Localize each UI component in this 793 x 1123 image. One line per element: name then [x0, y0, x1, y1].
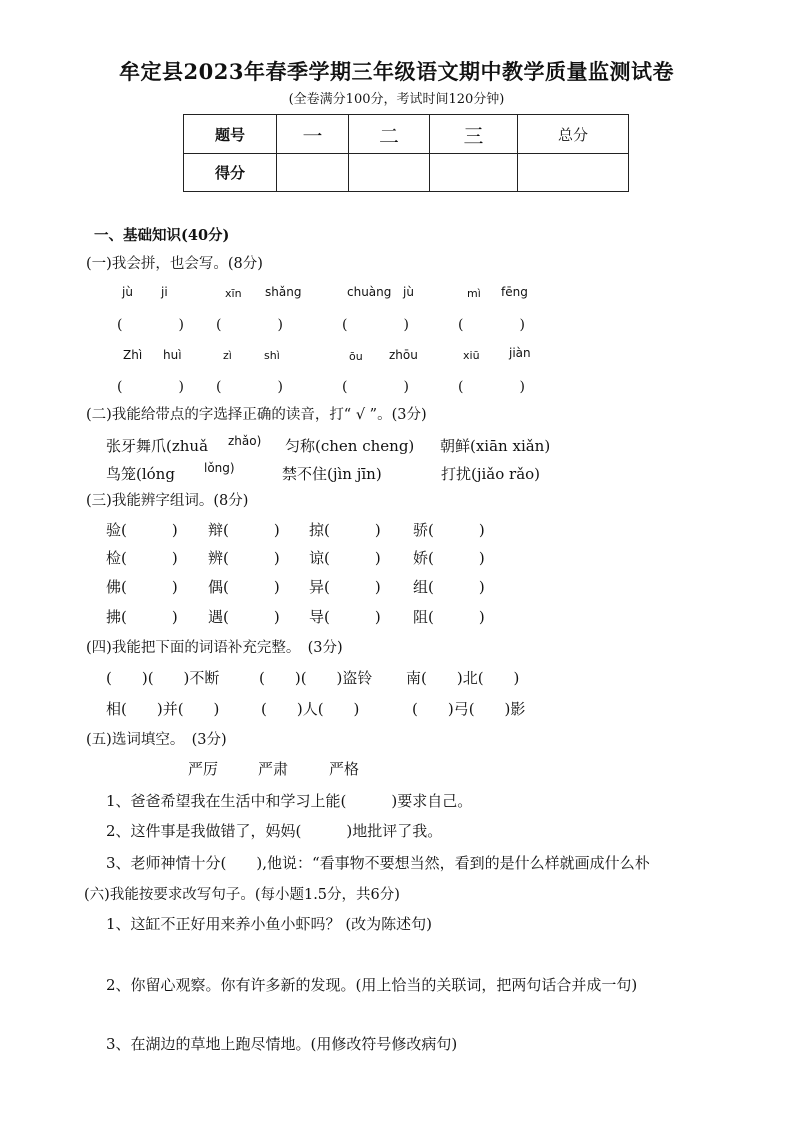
- answer-blank[interactable]: ( ): [342, 317, 409, 333]
- idiom-blank[interactable]: 南( )北( ): [406, 669, 520, 687]
- score-table: [183, 114, 629, 192]
- idiom-blank[interactable]: ( )弓( )影: [412, 700, 526, 718]
- pinyin: chuàng: [347, 285, 392, 299]
- word-choice: 严厉: [188, 760, 219, 778]
- word-group-item[interactable]: 谅( ): [309, 549, 381, 567]
- pinyin: xiū: [463, 349, 480, 362]
- page-title: 牟定县2023年春季学期三年级语文期中教学质量监测试卷: [119, 59, 674, 84]
- pronunciation-item[interactable]: 禁不住(jìn jīn): [282, 465, 382, 483]
- idiom-blank[interactable]: ( )( )盗铃: [259, 669, 373, 687]
- word-choice: 严肃: [258, 760, 289, 778]
- word-group-item[interactable]: 娇( ): [413, 549, 485, 567]
- page-subtitle: (全卷满分100分，考试时间120分钟): [288, 92, 505, 107]
- word-group-item[interactable]: 验( ): [106, 521, 178, 539]
- pronunciation-option[interactable]: zhǎo): [228, 434, 262, 448]
- word-group-item[interactable]: 掠( ): [309, 521, 381, 539]
- word-group-item[interactable]: 遇( ): [208, 608, 280, 626]
- answer-blank[interactable]: ( ): [216, 379, 283, 395]
- answer-blank[interactable]: ( ): [117, 379, 184, 395]
- pronunciation-item[interactable]: 张牙舞爪(zhuǎ: [106, 437, 209, 455]
- score-header-part2: 二: [349, 115, 430, 154]
- word-group-item[interactable]: 拂( ): [106, 608, 178, 626]
- word-group-item[interactable]: 阻( ): [413, 608, 485, 626]
- pronunciation-item[interactable]: 匀称(chen cheng): [285, 437, 415, 455]
- score-header-total: 总分: [518, 115, 629, 154]
- score-header-label: 题号: [184, 115, 277, 154]
- pinyin: xīn: [225, 287, 242, 300]
- word-group-item[interactable]: 组( ): [413, 578, 485, 596]
- answer-blank[interactable]: ( ): [458, 317, 525, 333]
- score-cell[interactable]: [430, 154, 518, 192]
- score-header-part1: 一: [277, 115, 349, 154]
- word-group-item[interactable]: 导( ): [309, 608, 381, 626]
- word-group-item[interactable]: 骄( ): [413, 521, 485, 539]
- fill-question[interactable]: 3、老师神情十分( ),他说：“看事物不要想当然，看到的是什么样就画成什么朴: [106, 854, 650, 872]
- pinyin: shǎng: [265, 285, 302, 299]
- word-group-item[interactable]: 检( ): [106, 549, 178, 567]
- answer-blank[interactable]: ( ): [117, 317, 184, 333]
- part2-heading: (二)我能给带点的字选择正确的读音，打“ √ ”。(3分): [86, 407, 427, 423]
- score-cell[interactable]: [518, 154, 629, 192]
- pinyin: shì: [264, 349, 280, 362]
- word-group-item[interactable]: 偶( ): [208, 578, 280, 596]
- score-cell[interactable]: [277, 154, 349, 192]
- score-header-part3: 三: [430, 115, 518, 154]
- rewrite-question: 2、你留心观察。你有许多新的发现。(用上恰当的关联词，把两句话合并成一句): [106, 976, 638, 994]
- fill-question[interactable]: 2、这件事是我做错了，妈妈( )地批评了我。: [106, 822, 443, 840]
- pronunciation-item[interactable]: 朝鲜(xiān xiǎn): [440, 437, 551, 455]
- part6-heading: (六)我能按要求改写句子。(每小题1.5分，共6分): [84, 887, 400, 903]
- idiom-blank[interactable]: ( )人( ): [261, 700, 360, 718]
- word-choice: 严格: [329, 760, 360, 778]
- word-group-item[interactable]: 佛( ): [106, 578, 178, 596]
- pinyin: jù: [122, 285, 133, 299]
- pinyin: ōu: [349, 350, 363, 363]
- score-cell[interactable]: [349, 154, 430, 192]
- pinyin: fēng: [501, 285, 528, 299]
- section1-heading: 一、基础知识(40分): [94, 227, 230, 244]
- pinyin: zì: [223, 349, 232, 362]
- pinyin: mì: [467, 287, 481, 300]
- answer-blank[interactable]: ( ): [342, 379, 409, 395]
- word-group-item[interactable]: 辨( ): [208, 549, 280, 567]
- part1-heading: (一)我会拼，也会写。(8分): [86, 256, 263, 272]
- fill-question[interactable]: 1、爸爸希望我在生活中和学习上能( )要求自己。: [106, 792, 473, 810]
- pinyin: Zhì: [123, 348, 143, 362]
- score-row-label: 得分: [184, 154, 277, 192]
- pinyin: zhōu: [389, 348, 418, 362]
- part5-heading: (五)选词填空。 (3分): [86, 732, 227, 748]
- pronunciation-option[interactable]: lǒng): [204, 461, 235, 475]
- word-group-item[interactable]: 辩( ): [208, 521, 280, 539]
- pronunciation-item[interactable]: 打扰(jiǎo rǎo): [441, 465, 541, 483]
- part3-heading: (三)我能辨字组词。(8分): [86, 493, 249, 509]
- pinyin: ji: [161, 285, 168, 299]
- answer-blank[interactable]: ( ): [216, 317, 283, 333]
- rewrite-question: 3、在湖边的草地上跑尽情地。(用修改符号修改病句): [106, 1035, 458, 1053]
- idiom-blank[interactable]: ( )( )不断: [106, 669, 220, 687]
- answer-blank[interactable]: ( ): [458, 379, 525, 395]
- pinyin: jù: [403, 285, 414, 299]
- pronunciation-item[interactable]: 鸟笼(lóng: [106, 465, 175, 483]
- rewrite-question: 1、这缸不正好用来养小鱼小虾吗？ (改为陈述句): [106, 915, 433, 933]
- pinyin: jiàn: [509, 346, 531, 360]
- part4-heading: (四)我能把下面的词语补充完整。 (3分): [86, 640, 343, 656]
- word-group-item[interactable]: 异( ): [309, 578, 381, 596]
- pinyin: huì: [163, 348, 182, 362]
- idiom-blank[interactable]: 相( )并( ): [106, 700, 220, 718]
